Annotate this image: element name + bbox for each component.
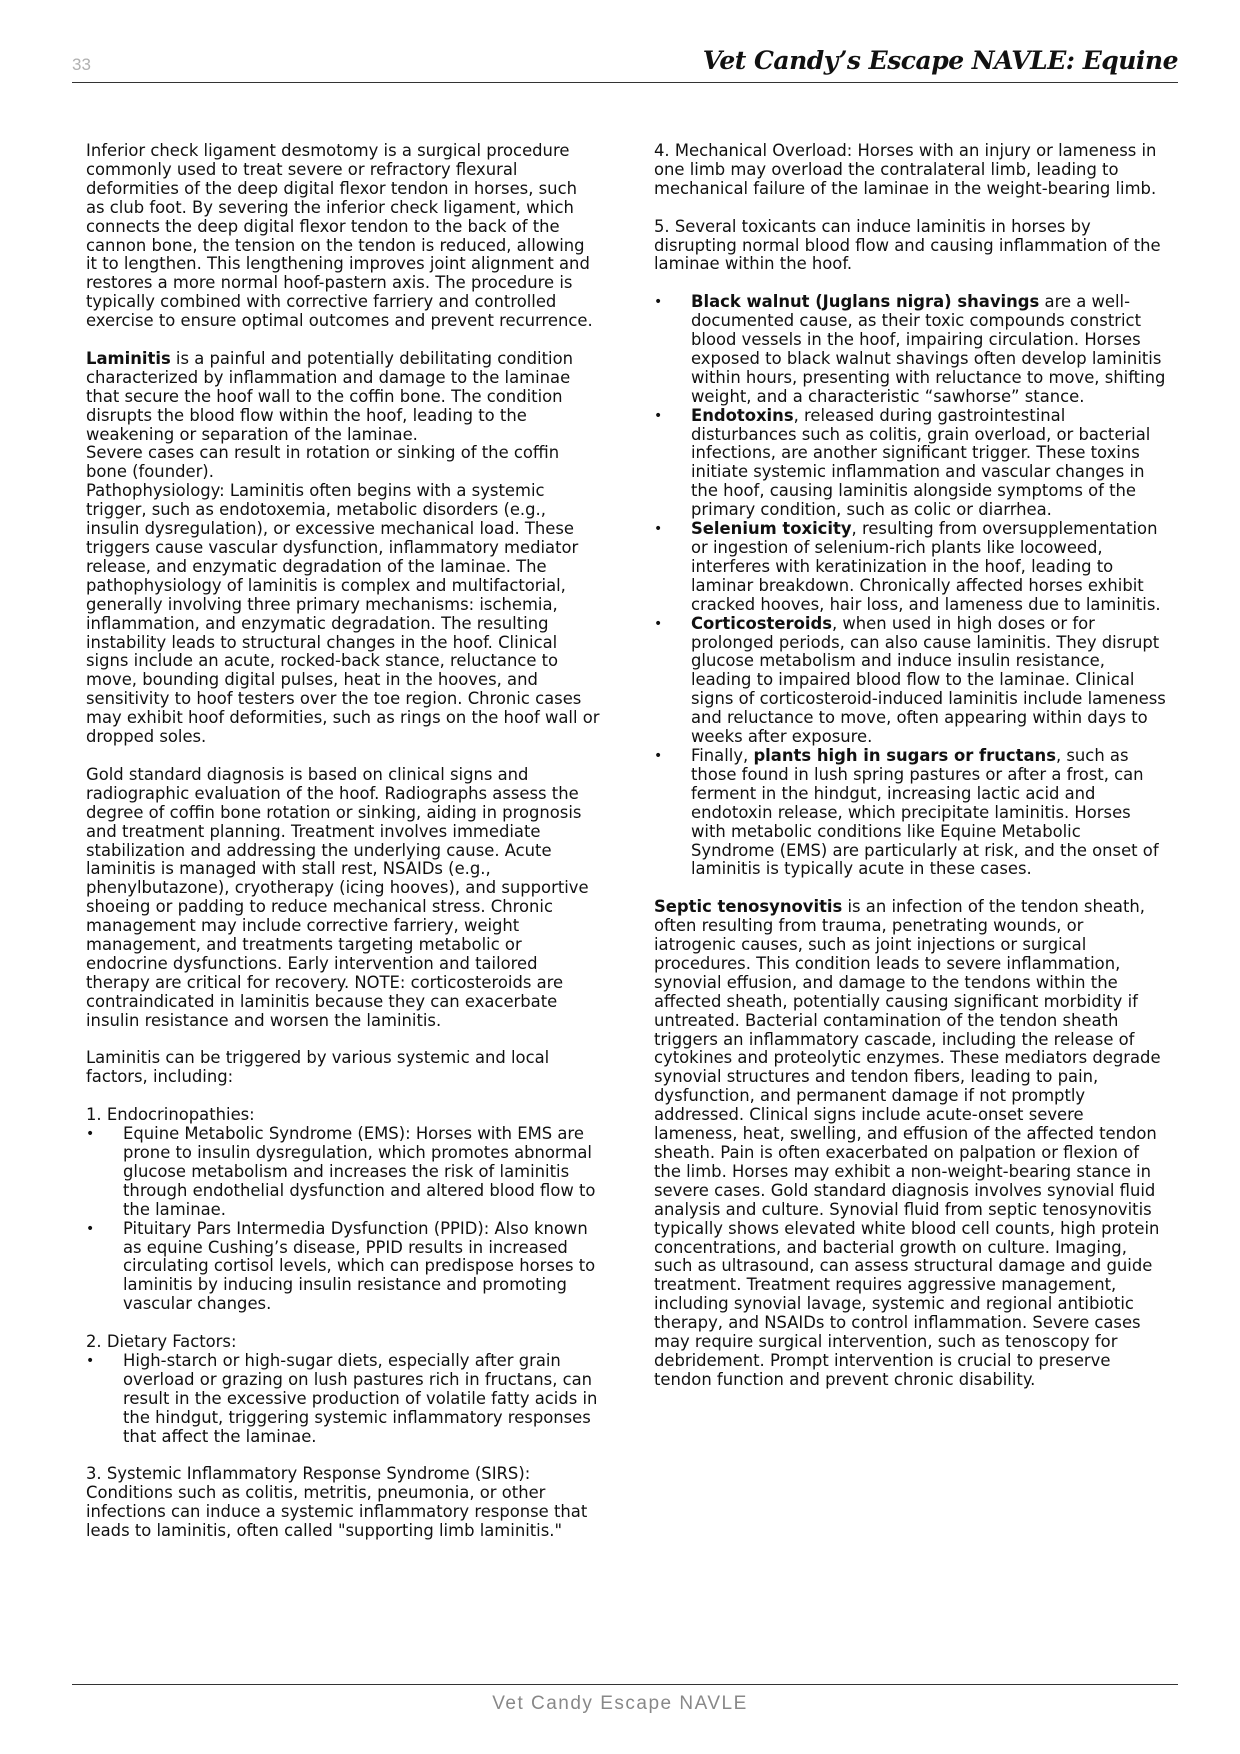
list-item-selenium-toxicity xyxy=(654,520,1168,615)
laminitis-definition-text: is a painful and potentially debilitating condition characterized by inflammation and damage to the laminae that secure the hoof wall to the coffin bone. The condition disrupts the blood flow within the hoof, leading to the weakening or separation of the laminae. xyxy=(86,348,573,444)
paragraph-gold-standard-diagnosis: Gold standard diagnosis is based on clinical signs and radiographic evaluation of the hoof. Radiographs assess the degree of coffin bone rotation or sinking, aiding in prognosis and treatment planning. Treatment involves immediate stabilization and addressing the underlying cause. Acute laminitis is managed with stall rest, NSAIDs (e.g., phenylbutazone), cryotherapy (icing hooves), and supportive shoeing or padding to reduce mechanical stress. Chronic management may include corrective farriery, weight management, and treatments targeting metabolic or endocrine dysfunctions. Early intervention and tailored therapy are critical for recovery. NOTE: corticosteroids are contraindicated in laminitis because they can exacerbate insulin resistance and worsen the laminitis. xyxy=(86,764,589,1030)
endotoxins-text: , released during gastrointestinal disturbances such as colitis, grain overload, or bacterial infections, are another significant trigger. These toxins initiate systemic inflammation and vascular changes in the hoof, causing laminitis alongside symptoms of the primary condition, such as colic or diarrhea. xyxy=(691,405,1151,520)
footer-text: Vet Candy Escape NAVLE xyxy=(492,1693,748,1714)
paragraph-inferior-check-ligament: Inferior check ligament desmotomy is a surgical procedure commonly used to treat severe or refractory flexural deformities of the deep digital flexor tendon in horses, such as club foot. By severing the inferior check ligament, which connects the deep digital flexor tendon to the back of the cannon bone, the tension on the tendon is reduced, allowing it to lengthen. This lengthening improves joint alignment and restores a more normal hoof-pastern axis. The procedure is typically combined with corrective farriery and controlled exercise to ensure optimal outcomes and prevent recurrence. xyxy=(86,141,593,331)
black-walnut-text: are a well-documented cause, as their toxic compounds constrict blood vessels in the hoof, impairing circulation. Horses exposed to black walnut shavings often develop laminitis within hours, presenting with reluctance to move, shifting weight, and a characteristic “sawhorse” stance. xyxy=(691,292,1166,406)
list-item-plants-high-in-sugars xyxy=(654,747,1168,879)
term-selenium-toxicity: Selenium toxicity xyxy=(691,519,852,539)
term-endotoxins: Endotoxins xyxy=(691,405,794,425)
list-item-endotoxins xyxy=(654,407,1168,520)
heading-dietary-factors: 2. Dietary Factors: xyxy=(86,1332,237,1352)
list-endocrinopathies xyxy=(86,1125,600,1314)
heading-endocrinopathies: 1. Endocrinopathies: xyxy=(86,1105,255,1125)
list-item: • Pituitary Pars Intermedia Dysfunction (PPID): Also known as equine Cushing’s disease, PPID results in increased circulating cortisol levels, which can predispose horses to laminitis by inducing insulin resistance and promoting vascular changes. xyxy=(86,1220,600,1315)
selenium-text: , resulting from oversupplementation or ingestion of selenium-rich plants like locoweed, interferes with keratinization in the hoof, leading to laminar breakdown. Chronically affected horses exhibit cracked hooves, hair loss, and lameness due to laminitis. xyxy=(691,519,1161,614)
list-item: • High-starch or high-sugar diets, especially after grain overload or grazing on lush pastures rich in fructans, can result in the excessive production of volatile fatty acids in the hindgut, triggering systemic inflammatory responses that affect the laminae. xyxy=(86,1352,600,1447)
paragraph-pathophysiology: Pathophysiology: Laminitis often begins with a systemic trigger, such as endotoxemia, metabolic disorders (e.g., insulin dysregulation), or excessive mechanical load. These triggers cause vascular dysfunction, inflammatory mediator release, and enzymatic degradation of the laminae. The pathophysiology of laminitis is complex and multifactorial, generally involving three primary mechanisms: ischemia, inflammation, and enzymatic degradation. The resulting instability leads to structural changes in the hoof. Clinical signs include an acute, rocked-back stance, reluctance to move, bounding digital pulses, heat in the hooves, and sensitivity to hoof testers over the toe region. Chronic cases may exhibit hoof deformities, such as rings on the hoof wall or dropped soles. xyxy=(86,481,600,747)
term-black-walnut: Black walnut (Juglans nigra) shavings xyxy=(691,292,1040,312)
footer-divider xyxy=(72,1684,1178,1685)
list-item-corticosteroids xyxy=(654,615,1168,747)
header-divider xyxy=(72,82,1178,83)
list-item-black-walnut xyxy=(654,293,1168,406)
list-item: • Equine Metabolic Syndrome (EMS): Horses with EMS are prone to insulin dysregulation, which promotes abnormal glucose metabolism and increases the risk of laminitis through endothelial dysfunction and altered blood flow to the laminae. xyxy=(86,1125,600,1220)
list-toxicants xyxy=(654,293,1168,879)
paragraph-septic-tenosynovitis xyxy=(654,898,1168,1390)
paragraph-mechanical-overload: 4. Mechanical Overload: Horses with an injury or lameness in one limb may overload the contralateral limb, leading to mechanical failure of the laminae in the weight-bearing limb. xyxy=(654,141,1157,198)
running-header-title: Vet Candy’s Escape NAVLE: Equine xyxy=(702,46,1178,75)
paragraph-sirs: 3. Systemic Inflammatory Response Syndrome (SIRS): Conditions such as colitis, metritis, pneumonia, or other infections can induce a systemic inflammatory response that leads to laminitis, often called "supporting limb laminitis." xyxy=(86,1464,588,1541)
paragraph-toxicants: 5. Several toxicants can induce laminitis in horses by disrupting normal blood flow and causing inflammation of the laminae within the hoof. xyxy=(654,216,1161,274)
septic-tenosynovitis-text: is an infection of the tendon sheath, often resulting from trauma, penetrating wounds, or iatrogenic causes, such as joint injections or surgical procedures. This condition leads to severe inflammation, synovial effusion, and damage to the tendons within the affected sheath, potentially causing significant morbidity if untreated. Bacterial contamination of the tendon sheath triggers an inflammatory cascade, including the release of cytokines and proteolytic enzymes. These mediators degrade synovial structures and tendon fibers, leading to pain, dysfunction, and permanent damage if not promptly addressed. Clinical signs include acute-onset severe lameness, heat, swelling, and effusion of the affected tendon sheath. Pain is often exacerbated on palpation or flexion of the limb. Horses may exhibit a non-weight-bearing stance in severe cases. Gold standard diagnosis involves synovial fluid analysis and culture. Synovial fluid from septic tenosynovitis typically shows elevated white blood cell counts, high protein concentrations, and bacterial growth on culture. Imaging, such as ultrasound, can assess structural damage and guide treatment. Treatment requires aggressive management, including synovial lavage, systemic and regional antibiotic therapy, and NSAIDs to control inflammation. Severe cases may require surgical intervention, such as tenoscopy for debridement. Prompt intervention is crucial to preserve tendon function and prevent chronic disability. xyxy=(654,897,1161,1389)
term-plants-high-in-sugars: plants high in sugars or fructans xyxy=(753,745,1056,765)
right-column xyxy=(654,142,1168,1409)
left-column xyxy=(86,142,600,1560)
plants-prefix-text: Finally, xyxy=(691,745,754,765)
term-septic-tenosynovitis: Septic tenosynovitis xyxy=(654,897,843,917)
list-dietary-factors xyxy=(86,1352,600,1447)
paragraph-severe-cases: Severe cases can result in rotation or sinking of the coffin bone (founder). xyxy=(86,443,560,482)
paragraph-triggers-intro: Laminitis can be triggered by various systemic and local factors, including: xyxy=(86,1048,550,1087)
term-laminitis: Laminitis xyxy=(86,348,171,368)
corticosteroids-text: , when used in high doses or for prolonged periods, can also cause laminitis. They disrupt glucose metabolism and induce insulin resistance, leading to impaired blood flow to the laminae. Clinical signs of corticosteroid-induced laminitis include lameness and reluctance to move, often appearing within days to weeks after exposure. xyxy=(691,613,1166,747)
plants-text: , such as those found in lush spring pastures or after a frost, can ferment in the hindgut, increasing lactic acid and endotoxin release, which precipitate laminitis. Horses with metabolic conditions like Equine Metabolic Syndrome (EMS) are particularly at risk, and the onset of laminitis is typically acute in these cases. xyxy=(691,745,1159,879)
page-number: 33 xyxy=(72,55,91,74)
paragraph-laminitis-definition xyxy=(86,350,600,445)
term-corticosteroids: Corticosteroids xyxy=(691,613,832,633)
